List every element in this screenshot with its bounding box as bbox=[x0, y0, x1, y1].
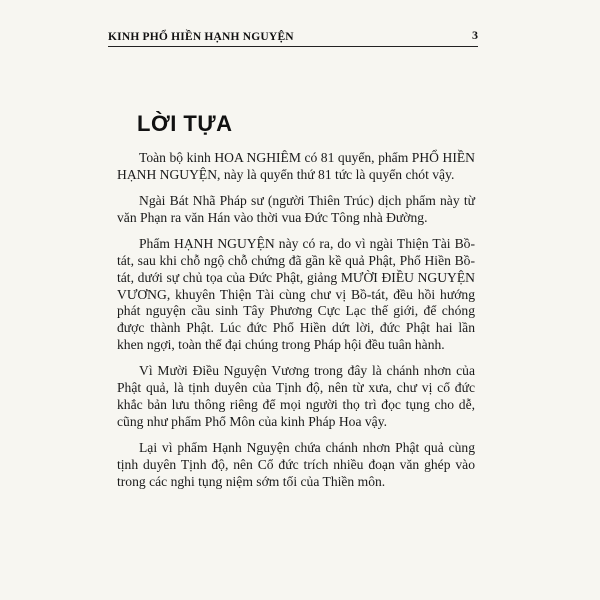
running-title: KINH PHỔ HIỀN HẠNH NGUYỆN bbox=[108, 31, 294, 43]
page-number: 3 bbox=[472, 28, 478, 42]
paragraph-3: Phẩm HẠNH NGUYỆN này có ra, do vì ngài Thiện Tài Bồ-tát, sau khi chỗ ngộ chỗ chứng đã gần kề quả Phật, Phổ Hiền Bồ-tát, dưới sự chủ tọa của Đức Phật, giảng MƯỜI ĐIỀU NGUYỆN VƯƠNG, khuyên Thiện Tài cùng chư vị Bồ-tát, đều hồi hướng phát nguyện cầu sinh Tây Phương Cực Lạc thế giới, để chóng được thành Phật. Lúc đức Phổ Hiền dứt lời, đức Phật hai lần khen ngợi, toàn thể đại chúng trong Pháp hội đều tuân hành. bbox=[117, 236, 475, 352]
paragraph-1: Toàn bộ kinh HOA NGHIÊM có 81 quyển, phẩm PHỔ HIỀN HẠNH NGUYỆN, này là quyển thứ 81 tức là quyển chót vậy. bbox=[117, 150, 475, 182]
paragraph-4: Vì Mười Điều Nguyện Vương trong đây là chánh nhơn của Phật quả, là tịnh duyên của Tịnh độ, nên từ xưa, chư vị cổ đức khắc bản lưu thông riêng để mọi người thọ trì đọc tụng cho dễ, cũng như phẩm Phổ Môn của kinh Pháp Hoa vậy. bbox=[117, 363, 475, 429]
preface-title: LỜI TỰA bbox=[137, 111, 233, 136]
paragraph-2: Ngài Bát Nhã Pháp sư (người Thiên Trúc) dịch phẩm này từ văn Phạn ra văn Hán vào thời vua Đức Tông nhà Đường. bbox=[117, 193, 475, 225]
preface-body bbox=[117, 150, 475, 500]
page-header bbox=[108, 28, 478, 47]
paragraph-5: Lại vì phẩm Hạnh Nguyện chứa chánh nhơn Phật quả cùng tịnh duyên Tịnh độ, nên Cổ đức trích nhiều đoạn văn ghép vào trong các nghi tụng niệm sớm tối của Thiền môn. bbox=[117, 439, 475, 489]
